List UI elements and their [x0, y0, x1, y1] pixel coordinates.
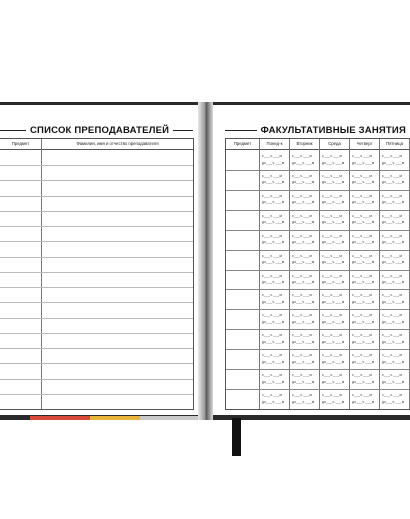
time-to-field: до___ч.___м	[292, 160, 315, 165]
time-from-field: с___ч.___м	[292, 313, 313, 318]
time-from-field: с___ч.___м	[322, 393, 343, 398]
time-to-field: до___ч.___м	[262, 379, 285, 384]
table-row-line	[226, 210, 410, 211]
time-from-field: с___ч.___м	[262, 313, 283, 318]
time-from-field: с___ч.___м	[322, 273, 343, 278]
column-monday: Понед-к	[266, 141, 283, 146]
time-from-field: с___ч.___м	[352, 253, 373, 258]
time-from-field: с___ч.___м	[322, 313, 343, 318]
time-from-field: с___ч.___м	[262, 393, 283, 398]
time-to-field: до___ч.___м	[352, 200, 375, 205]
time-to-field: до___ч.___м	[292, 299, 315, 304]
time-to-field: до___ч.___м	[322, 280, 345, 285]
time-to-field: до___ч.___м	[352, 160, 375, 165]
time-from-field: с___ч.___м	[262, 373, 283, 378]
left-page-title: СПИСОК ПРЕПОДАВАТЕЛЕЙ	[30, 124, 170, 136]
time-from-field: с___ч.___м	[352, 213, 373, 218]
time-to-field: до___ч.___м	[322, 379, 345, 384]
time-to-field: до___ч.___м	[262, 319, 285, 324]
time-to-field: до___ч.___м	[382, 220, 405, 225]
column-subject: Предмет	[233, 141, 252, 146]
time-from-field: с___ч.___м	[382, 353, 403, 358]
table-row-line	[0, 379, 193, 380]
time-to-field: до___ч.___м	[322, 359, 345, 364]
time-to-field: до___ч.___м	[352, 180, 375, 185]
column-wednesday: Среда	[328, 141, 341, 146]
table-row-line	[0, 394, 193, 395]
table-row-line	[226, 250, 410, 251]
time-to-field: до___ч.___м	[382, 160, 405, 165]
time-to-field: до___ч.___м	[292, 399, 315, 404]
table-row-line	[0, 318, 193, 319]
table-row-line	[0, 348, 193, 349]
time-from-field: с___ч.___м	[322, 253, 343, 258]
electives-table	[225, 138, 410, 410]
table-row-line	[0, 333, 193, 334]
time-to-field: до___ч.___м	[352, 240, 375, 245]
time-to-field: до___ч.___м	[322, 260, 345, 265]
time-to-field: до___ч.___м	[322, 220, 345, 225]
table-row-line	[226, 270, 410, 271]
time-to-field: до___ч.___м	[262, 399, 285, 404]
column-thursday: Четверг	[356, 141, 373, 146]
time-from-field: с___ч.___м	[292, 293, 313, 298]
table-row-line	[0, 363, 193, 364]
table-row-line	[226, 289, 410, 290]
time-to-field: до___ч.___м	[322, 200, 345, 205]
time-to-field: до___ч.___м	[292, 240, 315, 245]
time-from-field: с___ч.___м	[262, 293, 283, 298]
table-row-line	[0, 196, 193, 197]
time-to-field: до___ч.___м	[292, 180, 315, 185]
time-to-field: до___ч.___м	[382, 180, 405, 185]
time-from-field: с___ч.___м	[292, 154, 313, 158]
time-to-field: до___ч.___м	[352, 379, 375, 384]
time-from-field: с___ч.___м	[292, 393, 313, 398]
time-from-field: с___ч.___м	[262, 213, 283, 218]
time-from-field: с___ч.___м	[292, 253, 313, 258]
time-from-field: с___ч.___м	[322, 373, 343, 378]
table-row-line	[0, 257, 193, 258]
time-from-field: с___ч.___м	[322, 333, 343, 338]
table-row-line	[226, 190, 410, 191]
time-to-field: до___ч.___м	[352, 220, 375, 225]
time-to-field: до___ч.___м	[322, 299, 345, 304]
time-from-field: с___ч.___м	[292, 353, 313, 358]
table-row-line	[0, 211, 193, 212]
time-to-field: до___ч.___м	[262, 240, 285, 245]
time-to-field: до___ч.___м	[262, 180, 285, 185]
time-from-field: с___ч.___м	[352, 154, 373, 158]
table-row-line	[226, 329, 410, 330]
time-to-field: до___ч.___м	[292, 359, 315, 364]
time-from-field: с___ч.___м	[322, 213, 343, 218]
time-from-field: с___ч.___м	[292, 333, 313, 338]
time-to-field: до___ч.___м	[352, 260, 375, 265]
right-page	[213, 105, 410, 415]
time-from-field: с___ч.___м	[352, 273, 373, 278]
table-row-line	[0, 180, 193, 181]
time-to-field: до___ч.___м	[262, 160, 285, 165]
time-to-field: до___ч.___м	[382, 379, 405, 384]
time-from-field: с___ч.___м	[382, 154, 403, 158]
time-from-field: с___ч.___м	[262, 333, 283, 338]
time-to-field: до___ч.___м	[262, 359, 285, 364]
table-row-line	[226, 309, 410, 310]
table-row-line	[0, 241, 193, 242]
column-tuesday: Вторник	[296, 141, 313, 146]
time-from-field: с___ч.___м	[322, 353, 343, 358]
right-title-row	[213, 123, 410, 137]
time-to-field: до___ч.___м	[292, 220, 315, 225]
time-to-field: до___ч.___м	[262, 280, 285, 285]
time-from-field: с___ч.___м	[382, 333, 403, 338]
time-from-field: с___ч.___м	[322, 193, 343, 198]
time-from-field: с___ч.___м	[352, 233, 373, 238]
time-from-field: с___ч.___м	[262, 173, 283, 178]
time-to-field: до___ч.___м	[352, 339, 375, 344]
time-from-field: с___ч.___м	[262, 273, 283, 278]
time-to-field: до___ч.___м	[292, 319, 315, 324]
table-row-line	[226, 230, 410, 231]
time-from-field: с___ч.___м	[292, 373, 313, 378]
left-page	[0, 105, 198, 415]
teachers-table-header	[0, 139, 193, 150]
time-to-field: до___ч.___м	[352, 299, 375, 304]
time-from-field: с___ч.___м	[382, 253, 403, 258]
time-to-field: до___ч.___м	[292, 379, 315, 384]
time-from-field: с___ч.___м	[352, 293, 373, 298]
time-to-field: до___ч.___м	[352, 399, 375, 404]
time-from-field: с___ч.___м	[322, 173, 343, 178]
teachers-table	[0, 138, 194, 410]
time-to-field: до___ч.___м	[352, 359, 375, 364]
time-to-field: до___ч.___м	[382, 200, 405, 205]
time-from-field: с___ч.___м	[262, 253, 283, 258]
time-from-field: с___ч.___м	[382, 393, 403, 398]
time-from-field: с___ч.___м	[352, 173, 373, 178]
time-from-field: с___ч.___м	[352, 333, 373, 338]
table-row-line	[0, 302, 193, 303]
time-to-field: до___ч.___м	[382, 399, 405, 404]
time-to-field: до___ч.___м	[262, 299, 285, 304]
time-from-field: с___ч.___м	[382, 373, 403, 378]
electives-table-header	[226, 139, 410, 150]
column-friday: Пятница	[385, 141, 403, 146]
time-to-field: до___ч.___м	[382, 299, 405, 304]
time-from-field: с___ч.___м	[292, 213, 313, 218]
time-from-field: с___ч.___м	[262, 353, 283, 358]
time-from-field: с___ч.___м	[322, 293, 343, 298]
time-from-field: с___ч.___м	[352, 193, 373, 198]
time-to-field: до___ч.___м	[292, 280, 315, 285]
time-to-field: до___ч.___м	[322, 339, 345, 344]
time-to-field: до___ч.___м	[382, 260, 405, 265]
time-to-field: до___ч.___м	[322, 399, 345, 404]
time-from-field: с___ч.___м	[262, 193, 283, 198]
column-subject: Предмет	[11, 141, 30, 146]
time-to-field: до___ч.___м	[322, 319, 345, 324]
time-to-field: до___ч.___м	[382, 319, 405, 324]
time-from-field: с___ч.___м	[382, 213, 403, 218]
column-teacher-name: Фамилия, имя и отчество преподавателя	[76, 141, 159, 146]
time-from-field: с___ч.___м	[352, 393, 373, 398]
table-row-line	[226, 369, 410, 370]
time-to-field: до___ч.___м	[292, 200, 315, 205]
time-to-field: до___ч.___м	[352, 319, 375, 324]
time-from-field: с___ч.___м	[262, 154, 283, 158]
time-to-field: до___ч.___м	[382, 359, 405, 364]
left-title-row	[0, 123, 198, 137]
time-to-field: до___ч.___м	[262, 220, 285, 225]
time-from-field: с___ч.___м	[292, 233, 313, 238]
time-from-field: с___ч.___м	[292, 193, 313, 198]
time-from-field: с___ч.___м	[382, 193, 403, 198]
table-row-line	[226, 349, 410, 350]
time-to-field: до___ч.___м	[322, 160, 345, 165]
time-from-field: с___ч.___м	[322, 233, 343, 238]
book-gutter	[198, 102, 213, 420]
time-to-field: до___ч.___м	[352, 280, 375, 285]
time-from-field: с___ч.___м	[262, 233, 283, 238]
time-to-field: до___ч.___м	[382, 339, 405, 344]
time-from-field: с___ч.___м	[352, 353, 373, 358]
time-to-field: до___ч.___м	[292, 260, 315, 265]
time-from-field: с___ч.___м	[382, 293, 403, 298]
time-from-field: с___ч.___м	[292, 173, 313, 178]
time-from-field: с___ч.___м	[382, 273, 403, 278]
table-row-line	[0, 226, 193, 227]
page-edge-tabs	[30, 416, 200, 420]
bookmark-ribbon	[232, 418, 241, 456]
table-row-line	[226, 389, 410, 390]
time-to-field: до___ч.___м	[322, 180, 345, 185]
time-from-field: с___ч.___м	[352, 313, 373, 318]
time-from-field: с___ч.___м	[292, 273, 313, 278]
time-to-field: до___ч.___м	[262, 339, 285, 344]
table-row-line	[226, 170, 410, 171]
time-to-field: до___ч.___м	[262, 200, 285, 205]
table-row-line	[0, 287, 193, 288]
time-to-field: до___ч.___м	[322, 240, 345, 245]
table-row-line	[0, 165, 193, 166]
time-from-field: с___ч.___м	[382, 173, 403, 178]
time-from-field: с___ч.___м	[352, 373, 373, 378]
time-from-field: с___ч.___м	[382, 233, 403, 238]
time-to-field: до___ч.___м	[382, 280, 405, 285]
time-from-field: с___ч.___м	[382, 313, 403, 318]
time-to-field: до___ч.___м	[382, 240, 405, 245]
right-page-title: ФАКУЛЬТАТИВНЫЕ ЗАНЯТИЯ	[260, 124, 406, 136]
time-to-field: до___ч.___м	[292, 339, 315, 344]
time-to-field: до___ч.___м	[262, 260, 285, 265]
time-from-field: с___ч.___м	[322, 154, 343, 158]
table-row-line	[0, 272, 193, 273]
